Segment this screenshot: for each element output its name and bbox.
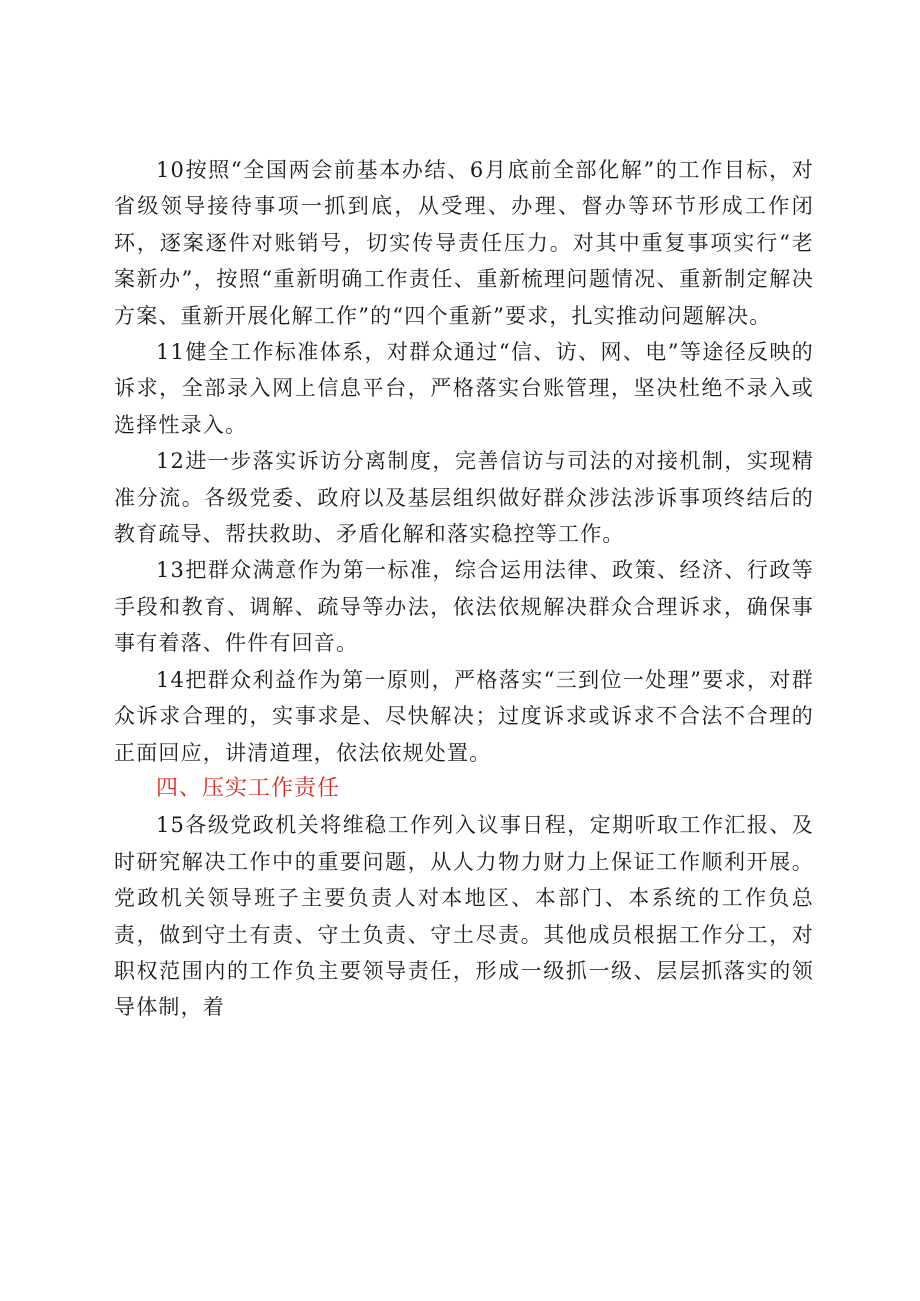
paragraph-14: 14把群众利益作为第一原则，严格落实“三到位一处理”要求，对群众诉求合理的，实事求是、尽快解决；过度诉求或诉求不合法不合理的正面回应，讲清道理，依法依规处置。 [114,667,814,765]
paragraph-12: 12进一步落实诉访分离制度，完善信访与司法的对接机制，实现精准分流。各级党委、政府以及基层组织做好群众涉法涉诉事项终结后的教育疏导、帮扶救助、矛盾化解和落实稳控等工作。 [114,449,814,547]
paragraph-11: 11健全工作标准体系，对群众通过“信、访、网、电”等途径反映的诉求，全部录入网上信息平台，严格落实台账管理，坚决杜绝不录入或选择性录入。 [114,340,814,437]
section-heading: 四、压实工作责任 [156,775,341,801]
paragraph-15: 15各级党政机关将维稳工作列入议事日程，定期听取工作汇报、及时研究解决工作中的重要问题，从人力物力财力上保证工作顺利开展。党政机关领导班子主要负责人对本地区、本部门、本系统的工作负总责，做到守土有责、守土负责、守土尽责。其他成员根据工作分工，对职权范围内的工作负主要领导责任，形成一级抓一级、层层抓落实的领导体制，着 [114,813,814,1020]
document-body [114,152,814,1026]
paragraph-10: 10按照“全国两会前基本办结、6月底前全部化解”的工作目标，对省级领导接待事项一抓到底，从受理、办理、督办等环节形成工作闭环，逐案逐件对账销号，切实传导责任压力。对其中重复事项实行“老案新办”，按照“重新明确工作责任、重新梳理问题情况、重新制定解决方案、重新开展化解工作”的“四个重新”要求，扎实推动问题解决。 [114,158,814,328]
paragraph-13: 13把群众满意作为第一标准，综合运用法律、政策、经济、行政等手段和教育、调解、疏导等办法，依法依规解决群众合理诉求，确保事事有着落、件件有回音。 [114,558,814,656]
